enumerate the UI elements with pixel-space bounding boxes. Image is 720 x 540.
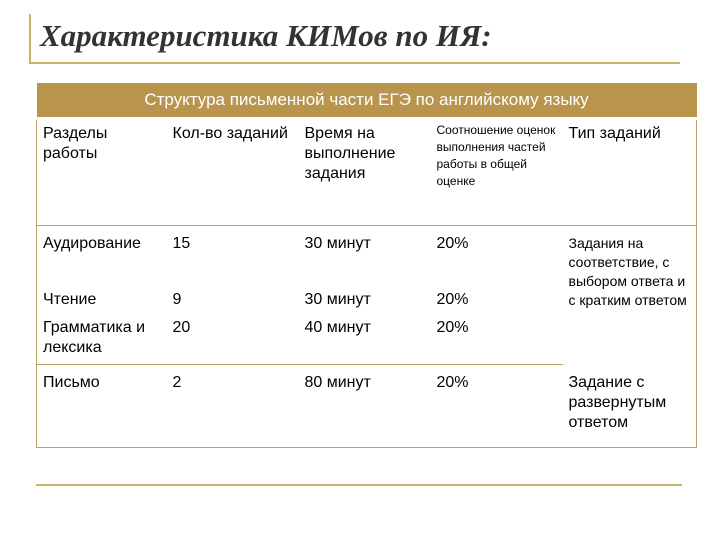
cell-time: 30 минут bbox=[304, 235, 371, 252]
header-time: Время на выполнение задания bbox=[299, 119, 431, 226]
cell-time: 40 минут bbox=[299, 316, 431, 365]
decorative-bottom-line bbox=[36, 484, 682, 486]
cell-count: 15 bbox=[172, 235, 191, 252]
page-title: Характеристика КИМов по ИЯ: bbox=[40, 18, 492, 53]
cell-type-writing: Задание с развернутым ответом bbox=[563, 365, 697, 448]
cell-count: 20 bbox=[167, 316, 299, 365]
cell-share: 20% bbox=[431, 365, 563, 448]
header-share: Соотношение оценок выполнения частей работы в общей оценке bbox=[431, 119, 563, 226]
header-type: Тип заданий bbox=[563, 119, 697, 226]
cell-share: 20% bbox=[431, 316, 563, 365]
decorative-title-underline bbox=[29, 62, 680, 64]
cell-section: Грамматика и лексика bbox=[37, 316, 167, 365]
cell-time: 80 минут bbox=[299, 365, 431, 448]
cell-share: 20% bbox=[436, 235, 469, 252]
cell-share: 20% bbox=[436, 291, 469, 308]
structure-table bbox=[36, 83, 696, 448]
table-caption: Структура письменной части ЕГЭ по английскому языку bbox=[37, 83, 697, 119]
table-row bbox=[37, 226, 697, 283]
table-header-row bbox=[37, 119, 697, 226]
cell-section: Аудирование bbox=[37, 226, 167, 283]
decorative-vertical-line bbox=[29, 14, 31, 64]
header-count: Кол-во заданий bbox=[167, 119, 299, 226]
cell-time: 30 минут bbox=[304, 291, 371, 308]
cell-section: Письмо bbox=[37, 365, 167, 448]
table-row bbox=[37, 365, 697, 448]
header-sections: Разделы работы bbox=[37, 119, 167, 226]
cell-section: Чтение bbox=[37, 282, 167, 316]
cell-count: 2 bbox=[167, 365, 299, 448]
cell-count: 9 bbox=[172, 291, 182, 308]
cell-type-merged: Задания на соответствие, с выбором ответа и с кратким ответом bbox=[563, 226, 697, 365]
